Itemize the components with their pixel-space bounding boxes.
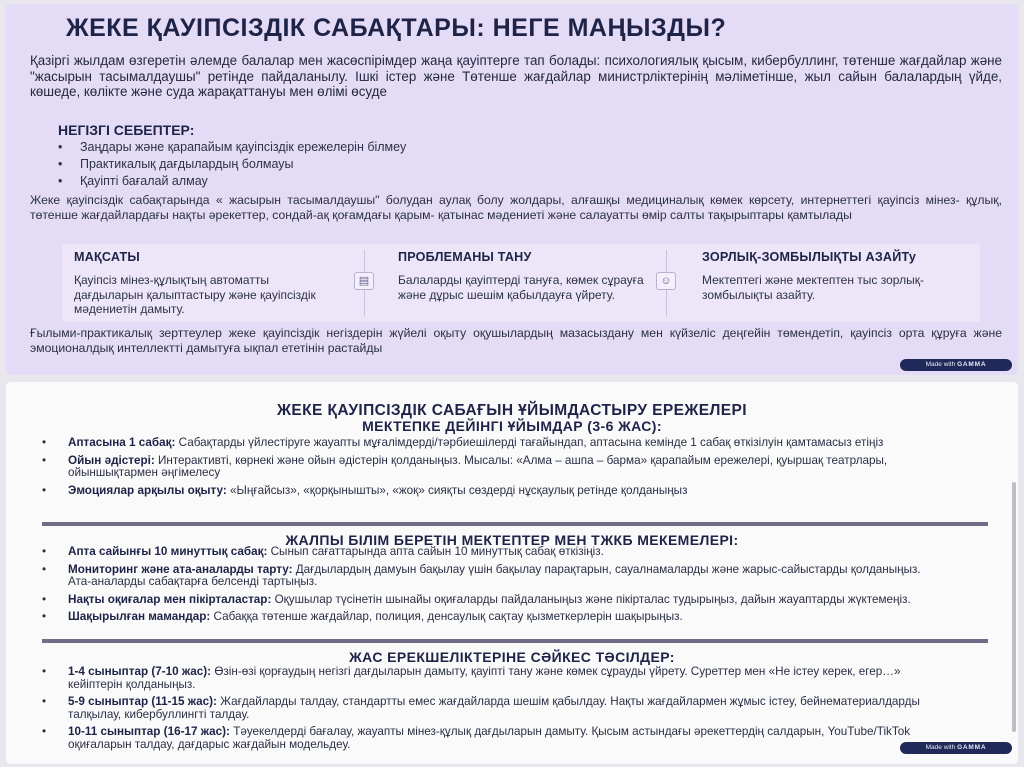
badge-brand: GAMMA [957,361,987,368]
made-with-gamma-badge[interactable] [900,359,1012,371]
reasons-list [58,139,406,190]
list-item: • 1-4 сыныптар (7-10 жас): Өзін-өзі қорғаудың негізгі дағдыларын дамыту, қауіпті тану және көмек сұрауды үйрету. Суреттер мен «Не істеу керек, егер…» кейіптерін қолданыңыз. [42,666,942,691]
list-item: • Нақты оқиғалар мен пікірталастар: Оқушылар түсінетін шынайы оқиғаларды пайдаланыңыз және пікірталас тудырыңыз, дайын жауаптарды жүктемеңіз. [42,594,942,607]
list-item: • Шақырылған мамандар: Сабаққа төтенше жағдайлар, полиция, денсаулық сақтау қызметкерлерін шақырыңыз. [42,611,942,624]
list-item: • Эмоциялар арқылы оқыту: «Ыңғайсыз», «қорқынышты», «жоқ» сияқты сөздерді нұсқаулық ретінде қолданыңыз [42,485,942,498]
slide-why-important [6,4,1018,375]
list-item: • Ойын әдістері: Интерактивті, көрнекі және ойын әдістерін қолданыңыз. Мысалы: «Алма – ашпа – барма» қарапайым ережелері, қуыршақ театрлары, ойыншықтармен әңгімелесу [42,455,942,480]
slide1-description: Жеке қауіпсіздік сабақтарында « жасырын тасымалдаушы" болудан аулақ болу жолдары, алғашқы медициналық көмек көрсету, интернеттегі қауіпсіз мінез- құлық, төтенше жағдайлардағы нақты әрекеттер, сондай-ақ қоғамдағы қарым- қатынас мәдениеті және салауатты өмір салты тақырыптары қамтылады [30,193,1002,222]
card-goal [74,244,336,322]
card-heading: ЗОРЛЫҚ-ЗОМБЫЛЫҚТЫ АЗАЙТу [702,250,917,264]
slide1-footer: Ғылыми-практикалық зерттеулер жеке қауіпсіздік негіздерін жүйелі оқыту оқушылардың мазасыздану мен күйзеліс деңгейін төмендетіп, қауіпсіз орта құруға және эмоционалдық интеллектті дамытуға ықпал ететінін растайды [30,326,1002,355]
card-reduce-violence [702,244,972,322]
badge-prefix: Made with [925,361,956,368]
card-text: Мектептегі және мектептен тыс зорлық-зомбылықты азайту. [702,273,924,302]
slide1-title: ЖЕКЕ ҚАУІПСІЗДІК САБАҚТАРЫ: НЕГЕ МАҢЫЗДЫ? [66,14,727,42]
list-item: • Практикалық дағдылардың болмауы [58,156,406,173]
list-item: • Апта сайынғы 10 минуттық сабақ: Сынып сағаттарында апта сайын 10 минуттық сабақ өткізіңіз. [42,546,942,559]
slide1-intro: Қазіргі жылдам өзгеретін әлемде балалар мен жасөспірімдер жаңа қауіптерге тап болады: психологиялық қысым, кибербуллинг, төтенше жағдайлар және "жасырын тасымалдаушы" ретінде пайдаланылу. Ішкі істер және Төтенше жағдайлар министрліктерінің мәліметінше, жыл сайын балалардың үйде, көшеде, көлікте және суда жарақаттануы мен өлімі өсуде [30,53,1002,99]
section-heading-schools: ЖАЛПЫ БІЛІМ БЕРЕТІН МЕКТЕПТЕР МЕН ТЖКБ МЕКЕМЕЛЕРІ: [285,532,739,548]
card-text: Балаларды қауіптерді тануға, көмек сұрауға және дұрыс шешім қабылдауға үйрету. [398,273,644,302]
section-divider [42,639,988,643]
schools-list [42,546,942,624]
card-heading: МАҚСАТЫ [74,250,140,264]
card-text: Қауіпсіз мінез-құлықтың автоматты дағдыларын қалыптастыру және қауіпсіздік мәдениетін дамыту. [74,273,316,316]
badge-brand: GAMMA [957,744,987,751]
slide2-title: ЖЕКЕ ҚАУІПСІЗДІК САБАҒЫН ҰЙЫМДАСТЫРУ ЕРЕЖЕЛЕРІ [277,402,747,419]
made-with-gamma-badge[interactable] [900,742,1012,754]
age-approaches-list [42,666,942,751]
section-divider [42,522,988,526]
list-item: • Заңдары және қарапайым қауіпсіздік ережелерін білмеу [58,139,406,156]
slide-organization-rules [6,382,1018,764]
checklist-icon: ▤ [354,272,374,290]
card-heading: ПРОБЛЕМАНЫ ТАНУ [398,250,532,264]
list-item: • 5-9 сыныптар (11-15 жас): Жағдайларды талдау, стандартты емес жағдайларда шешім қабылдау. Нақты жағдайлармен жұмыс істеу, бейнематериалдарды талқылау, кибербуллингті талдау. [42,696,942,721]
cards-panel [62,244,980,322]
section-heading-preschool: МЕКТЕПКЕ ДЕЙІНГІ ҰЙЫМДАР (3-6 ЖАС): [362,418,662,434]
preschool-list [42,437,942,497]
list-item: • Аптасына 1 сабақ: Сабақтарды үйлестіруге жауапты мұғалімдерді/тәрбиешілерді тағайындап, аптасына кемінде 1 сабақ өткізілуін қамтамасыз етіңіз [42,437,942,450]
list-item: • 10-11 сыныптар (16-17 жас): Тәуекелдерді бағалау, жауапты мінез-құлық дағдыларын дамыту. Қысым астындағы әрекеттердің салдарын, YouTube/TikTok оқиғаларын талдау, дағдарыс жағдайын модельдеу. [42,726,942,751]
list-item: • Қауіпті бағалай алмау [58,173,406,190]
badge-prefix: Made with [925,744,956,751]
people-icon: ☺ [656,272,676,290]
card-recognize-problem [398,244,648,322]
list-item: • Мониторинг және ата-аналарды тарту: Дағдылардың дамуын бақылау үшін бақылау парақтарын, сауалнамаларды және жарыс-сайыстарды қолданыңыз. Ата-аналарды сабақтарға белсенді тартыңыз. [42,564,942,589]
scrollbar[interactable] [1012,482,1016,732]
section-heading-age-approaches: ЖАС ЕРЕКШЕЛІКТЕРІНЕ СӘЙКЕС ТӘСІЛДЕР: [349,649,675,665]
reasons-heading: НЕГІЗГІ СЕБЕПТЕР: [58,122,195,138]
